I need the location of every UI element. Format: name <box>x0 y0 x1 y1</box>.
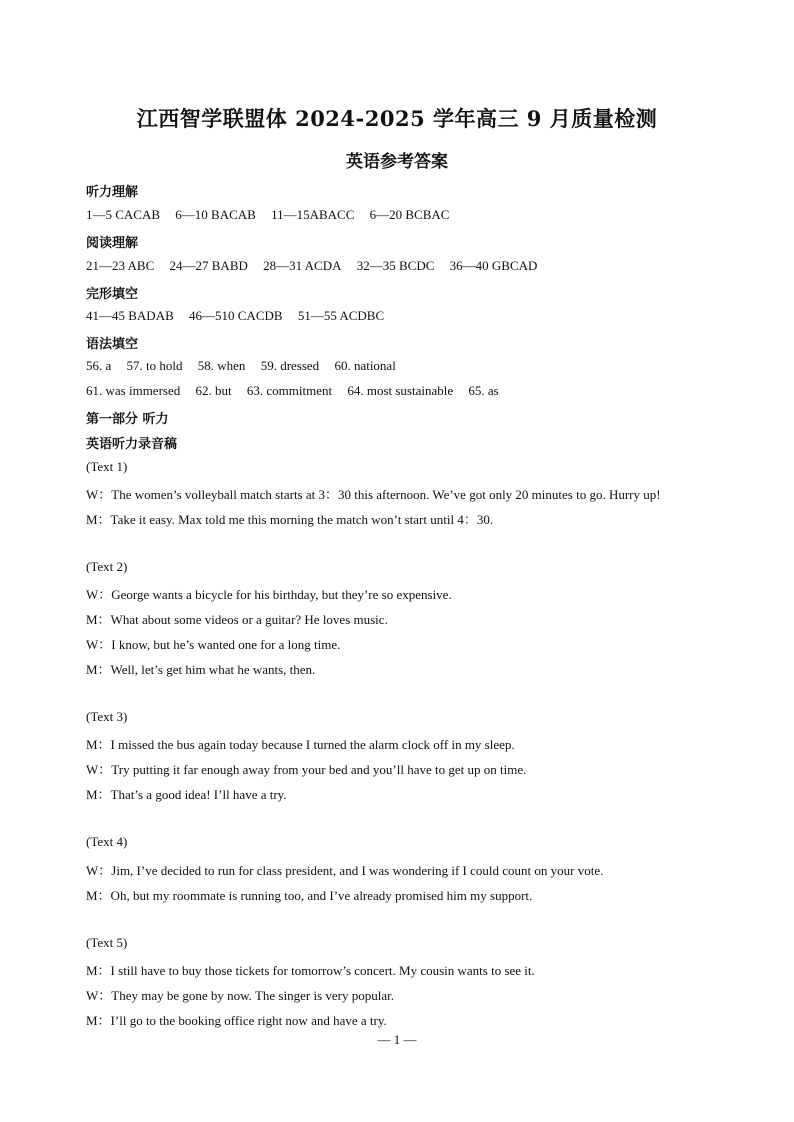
grammar-answer: 58. when <box>197 358 246 373</box>
listening-heading: 听力理解 <box>86 185 139 200</box>
listening-answers <box>86 207 449 223</box>
text-5-label: (Text 5) <box>86 935 128 950</box>
page-subtitle: 英语参考答案 <box>346 152 448 172</box>
dialogue-line: W：They may be gone by now. The singer is very popular. <box>86 988 394 1003</box>
transcript-heading: 英语听力录音稿 <box>86 437 178 452</box>
answer-group: 46—510 CACDB <box>189 308 283 323</box>
grammar-answer: 63. commitment <box>246 383 333 398</box>
part-one-heading: 第一部分 听力 <box>86 412 169 427</box>
answer-group: 32—35 BCDC <box>356 258 435 273</box>
grammar-answer: 64. most sustainable <box>347 383 454 398</box>
dialogue-line: M：Well, let’s get him what he wants, then. <box>86 662 316 677</box>
grammar-answers-line-1 <box>86 358 396 374</box>
grammar-answer: 61. was immersed <box>86 383 181 398</box>
grammar-answer: 56. a <box>86 358 112 373</box>
grammar-answer: 65. as <box>468 383 499 398</box>
dialogue-line: W：I know, but he’s wanted one for a long time. <box>86 637 341 652</box>
cloze-answers <box>86 308 384 324</box>
answer-group: 36—40 GBCAD <box>449 258 538 273</box>
dialogue-line: M：I’ll go to the booking office right now and have a try. <box>86 1013 387 1028</box>
text-1-label: (Text 1) <box>86 459 128 474</box>
grammar-heading: 语法填空 <box>86 337 139 352</box>
answer-group: 41—45 BADAB <box>86 308 174 323</box>
answer-group: 24—27 BABD <box>169 258 248 273</box>
dialogue-line: M：I still have to buy those tickets for tomorrow’s concert. My cousin wants to see it. <box>86 963 535 978</box>
text-4-label: (Text 4) <box>86 834 128 849</box>
text-2-label: (Text 2) <box>86 559 128 574</box>
dialogue-line: M：Take it easy. Max told me this morning the match won’t start until 4：30. <box>86 512 494 527</box>
page-title: 江西智学联盟体 2024-2025 学年高三 9 月质量检测 <box>136 106 658 131</box>
answer-group: 11—15ABACC <box>271 207 355 222</box>
dialogue-line: W：The women’s volleyball match starts at 3：30 this afternoon. We’ve got only 20 minutes to go. Hurry up! <box>86 487 661 502</box>
grammar-answer: 60. national <box>334 358 396 373</box>
dialogue-line: W：George wants a bicycle for his birthday, but they’re so expensive. <box>86 587 452 602</box>
answer-group: 1—5 CACAB <box>86 207 161 222</box>
answer-group: 28—31 ACDA <box>263 258 342 273</box>
grammar-answer: 59. dressed <box>260 358 320 373</box>
grammar-answer: 62. but <box>195 383 232 398</box>
reading-answers <box>86 258 537 274</box>
text-3-label: (Text 3) <box>86 709 128 724</box>
grammar-answers-line-2 <box>86 383 499 399</box>
reading-heading: 阅读理解 <box>86 236 139 251</box>
answer-group: 51—55 ACDBC <box>297 308 385 323</box>
cloze-heading: 完形填空 <box>86 287 139 302</box>
dialogue-line: M：Oh, but my roommate is running too, and I’ve already promised him my support. <box>86 888 533 903</box>
answer-group: 6—10 BACAB <box>175 207 256 222</box>
page-number: — 1 — <box>377 1032 417 1047</box>
grammar-answer: 57. to hold <box>126 358 183 373</box>
dialogue-line: M：That’s a good idea! I’ll have a try. <box>86 787 287 802</box>
answer-group: 21—23 ABC <box>86 258 155 273</box>
dialogue-line: M：What about some videos or a guitar? He loves music. <box>86 612 388 627</box>
dialogue-line: W：Try putting it far enough away from your bed and you’ll have to get up on time. <box>86 762 527 777</box>
dialogue-line: M：I missed the bus again today because I turned the alarm clock off in my sleep. <box>86 737 515 752</box>
dialogue-line: W：Jim, I’ve decided to run for class president, and I was wondering if I could count on your vote. <box>86 863 604 878</box>
answer-group: 6—20 BCBAC <box>369 207 450 222</box>
